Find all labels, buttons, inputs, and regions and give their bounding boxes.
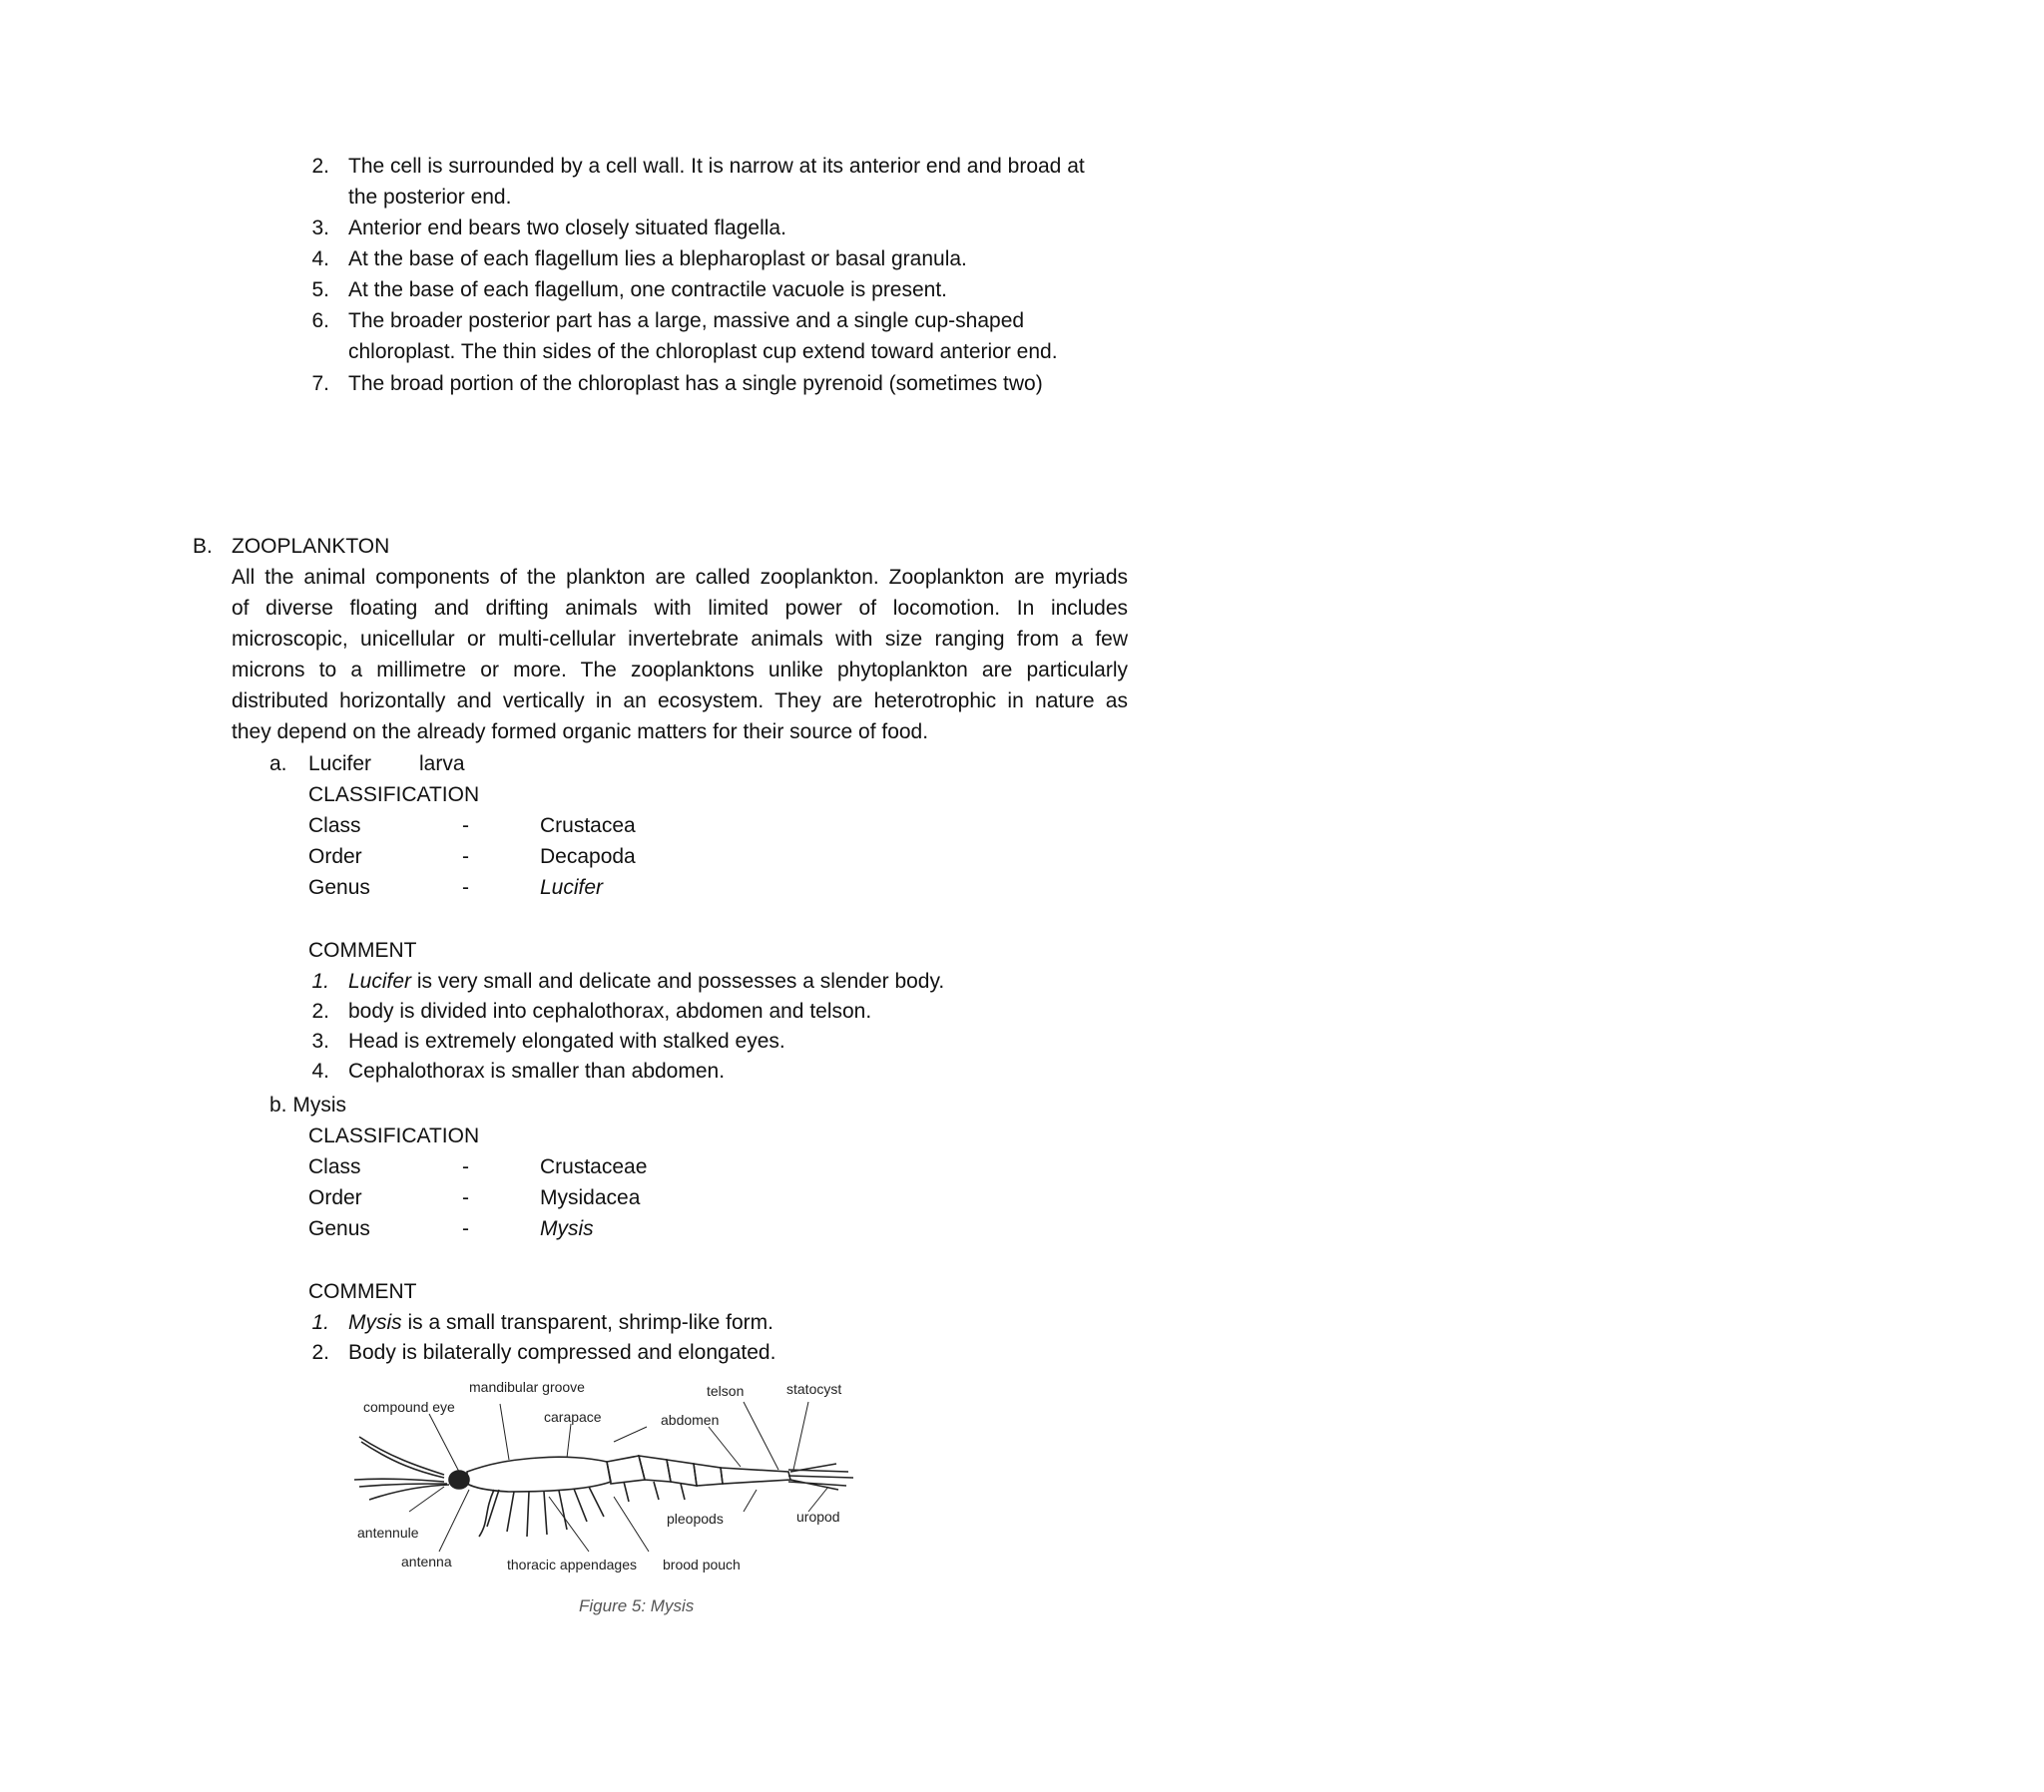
lucifer-title: Lucifer <box>308 752 372 775</box>
classification-row <box>308 1182 907 1213</box>
list-number: 4. <box>311 247 329 270</box>
label-antenna: antenna <box>401 1554 452 1569</box>
comment-rest: is very small and delicate and possesses a slender body. <box>411 970 945 993</box>
paragraph-line: All the animal components of the plankton are called zooplankton. Zooplankton are myriads <box>232 566 1128 589</box>
label-compound-eye: compound eye <box>363 1399 455 1415</box>
classification-heading: CLASSIFICATION <box>308 783 480 806</box>
label-pleopods: pleopods <box>667 1511 724 1527</box>
paragraph-line: microns to a millimetre or more. The zooplanktons unlike phytoplankton are particularly <box>232 659 1128 681</box>
label-thoracic-appendages: thoracic appendages <box>507 1557 637 1572</box>
mysis-title: b. Mysis <box>269 1094 347 1117</box>
comment-number: 3. <box>311 1030 329 1053</box>
classification-row <box>308 1213 907 1244</box>
classification-dash: - <box>462 814 469 837</box>
comment-text: body is divided into cephalothorax, abdomen and telson. <box>348 1000 872 1023</box>
label-carapace: carapace <box>544 1409 602 1425</box>
comment-lead: Mysis <box>348 1311 402 1334</box>
comment-text <box>348 1307 773 1338</box>
classification-dash: - <box>462 845 469 868</box>
list-number: 2. <box>311 155 329 178</box>
mysis-illustration <box>354 1437 853 1537</box>
classification-heading: CLASSIFICATION <box>308 1124 480 1147</box>
paragraph-line: distributed horizontally and vertically in an ecosystem. They are heterotrophic in nature as <box>232 689 1128 712</box>
list-item-text: At the base of each flagellum, one contractile vacuole is present. <box>348 278 948 301</box>
comment-text: Body is bilaterally compressed and elongated. <box>348 1341 776 1364</box>
comment-text <box>348 966 944 997</box>
label-mandibular-groove: mandibular groove <box>469 1379 585 1395</box>
label-uropod: uropod <box>796 1509 840 1525</box>
classification-row <box>308 872 907 903</box>
list-item-text: the posterior end. <box>348 186 512 209</box>
comment-number: 4. <box>311 1060 329 1083</box>
figure-caption: Figure 5: Mysis <box>579 1596 695 1615</box>
classification-value: Crustacea <box>540 814 636 837</box>
classification-dash: - <box>462 1155 469 1178</box>
classification-key: Genus <box>308 876 370 899</box>
classification-key: Genus <box>308 1217 370 1240</box>
leader-lines <box>409 1402 828 1552</box>
list-number: 3. <box>311 217 329 239</box>
comment-text: Head is extremely elongated with stalked eyes. <box>348 1030 785 1053</box>
list-number: 7. <box>311 372 329 395</box>
comment-rest: is a small transparent, shrimp-like form. <box>401 1311 773 1334</box>
paragraph-line: microscopic, unicellular or multi-cellular invertebrate animals with size ranging from a few <box>232 628 1128 651</box>
classification-key: Class <box>308 814 361 837</box>
classification-row <box>308 810 907 841</box>
classification-key: Order <box>308 1186 362 1209</box>
comment-heading: COMMENT <box>308 939 417 962</box>
label-antennule: antennule <box>357 1525 419 1541</box>
classification-dash: - <box>462 1217 469 1240</box>
label-brood-pouch: brood pouch <box>663 1557 741 1572</box>
subsection-marker: a. <box>269 752 287 775</box>
classification-value: Mysidacea <box>540 1186 641 1209</box>
label-statocyst: statocyst <box>786 1381 842 1397</box>
comment-text: Cephalothorax is smaller than abdomen. <box>348 1060 726 1083</box>
paragraph-line: they depend on the already formed organic matters for their source of food. <box>232 720 929 743</box>
classification-value: Mysis <box>540 1217 594 1240</box>
classification-row <box>308 841 907 872</box>
comment-number: 2. <box>311 1341 329 1364</box>
classification-key: Class <box>308 1155 361 1178</box>
label-abdomen: abdomen <box>661 1412 720 1428</box>
classification-key: Order <box>308 845 362 868</box>
list-number: 6. <box>311 309 329 332</box>
mysis-diagram <box>349 1372 868 1581</box>
comment-number: 1. <box>311 1311 329 1334</box>
section-heading: ZOOPLANKTON <box>232 535 390 558</box>
comment-heading: COMMENT <box>308 1280 417 1303</box>
classification-dash: - <box>462 876 469 899</box>
classification-row <box>308 1151 907 1182</box>
classification-value: Decapoda <box>540 845 636 868</box>
classification-value: Crustaceae <box>540 1155 648 1178</box>
comment-number: 2. <box>311 1000 329 1023</box>
zooplankton-paragraph <box>232 562 1128 747</box>
list-item-text: The broader posterior part has a large, massive and a single cup-shaped <box>348 309 1025 332</box>
list-item-text: The broad portion of the chloroplast has a single pyrenoid (sometimes two) <box>348 372 1043 395</box>
comment-lead: Lucifer <box>348 970 412 993</box>
classification-dash: - <box>462 1186 469 1209</box>
list-item-text: At the base of each flagellum lies a blepharoplast or basal granula. <box>348 247 967 270</box>
list-item-text: Anterior end bears two closely situated flagella. <box>348 217 786 239</box>
section-marker: B. <box>193 535 213 558</box>
label-telson: telson <box>707 1383 745 1399</box>
comment-number: 1. <box>311 970 329 993</box>
list-item-text: The cell is surrounded by a cell wall. It is narrow at its anterior end and broad at <box>348 155 1085 178</box>
paragraph-line: of diverse floating and drifting animals with limited power of locomotion. In includes <box>232 597 1128 620</box>
list-number: 5. <box>311 278 329 301</box>
classification-value: Lucifer <box>540 876 604 899</box>
list-item-text: chloroplast. The thin sides of the chloroplast cup extend toward anterior end. <box>348 340 1058 363</box>
lucifer-title-suffix: larva <box>419 752 465 775</box>
